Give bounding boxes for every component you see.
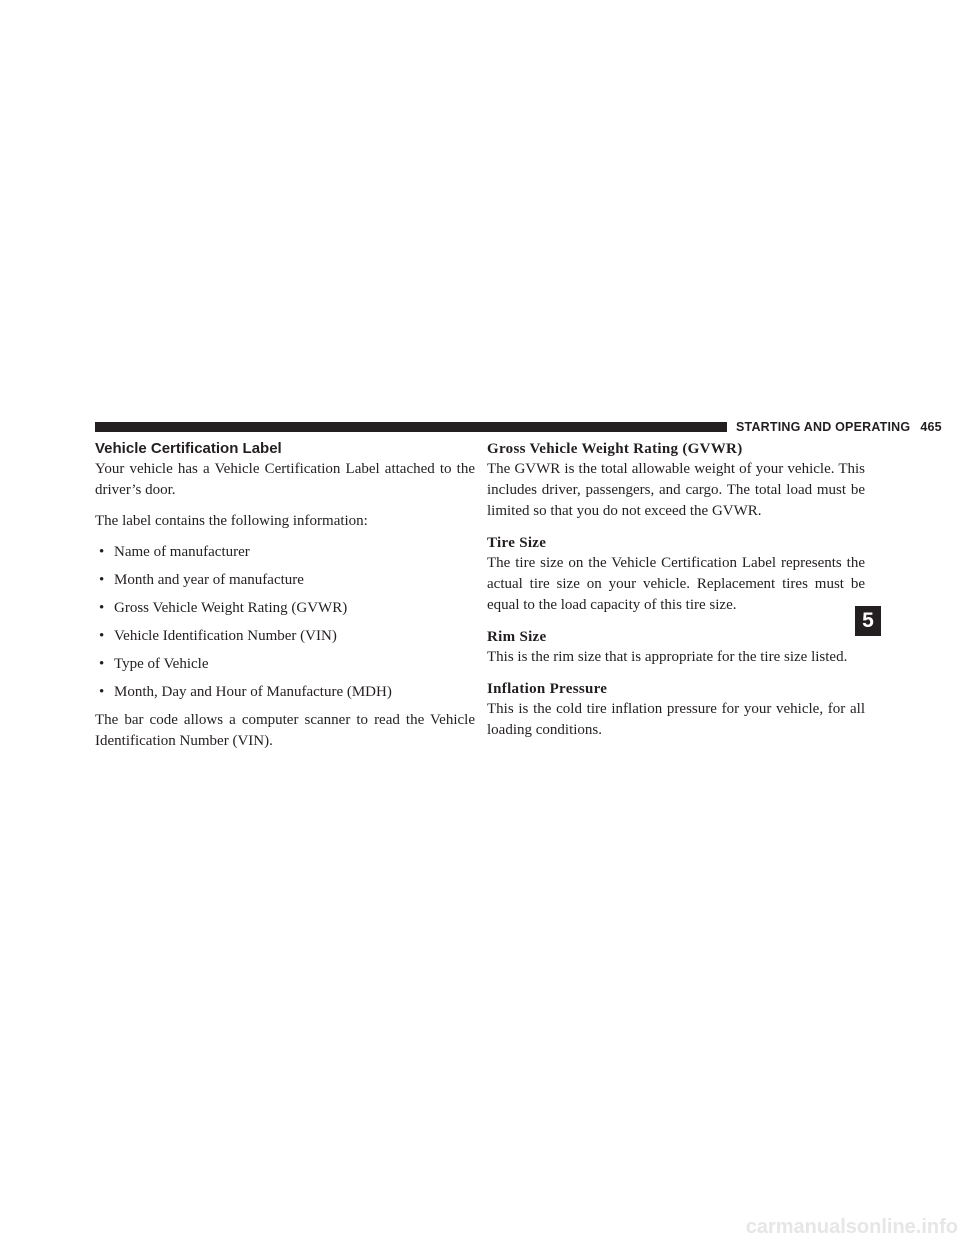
subheading-rim-size: Rim Size	[487, 629, 547, 645]
bullet-icon: •	[99, 684, 105, 700]
bullet-icon: •	[99, 656, 105, 672]
list-item: • Type of Vehicle	[95, 654, 475, 675]
section-title: STARTING AND OPERATING	[736, 420, 911, 434]
closing-paragraph: The bar code allows a computer scanner to read the Vehicle Identification Number (VIN).	[95, 712, 475, 749]
list-item: • Name of manufacturer	[95, 542, 475, 563]
inflation-pressure-paragraph: This is the cold tire inflation pressure for your vehicle, for all loading conditions.	[487, 701, 865, 738]
bullet-icon: •	[99, 628, 105, 644]
bullet-icon: •	[99, 544, 105, 560]
rim-size-paragraph: This is the rim size that is appropriate for the tire size listed.	[487, 649, 848, 665]
list-item: • Vehicle Identification Number (VIN)	[95, 626, 475, 647]
tire-size-paragraph: The tire size on the Vehicle Certification Label represents the actual tire size on your vehicle. Replacement tires must be equal to the load capacity of this tire size.	[487, 555, 865, 613]
bullet-icon: •	[99, 600, 105, 616]
page-number: 465	[920, 420, 942, 434]
header-rule	[95, 422, 727, 432]
label-contents-list	[95, 542, 475, 703]
list-item: • Gross Vehicle Weight Rating (GVWR)	[95, 598, 475, 619]
running-header	[736, 419, 942, 435]
section-heading-certification-label: Vehicle Certification Label	[95, 440, 282, 457]
right-column	[487, 439, 865, 741]
gvwr-paragraph: The GVWR is the total allowable weight of your vehicle. This includes driver, passengers, and cargo. The total load must be limited so that you do not exceed the GVWR.	[487, 461, 865, 519]
subheading-gvwr: Gross Vehicle Weight Rating (GVWR)	[487, 441, 743, 457]
list-item: • Month and year of manufacture	[95, 570, 475, 591]
chapter-tab: 5	[855, 606, 881, 636]
subheading-tire-size: Tire Size	[487, 535, 547, 551]
left-column	[95, 439, 475, 752]
intro-paragraph: Your vehicle has a Vehicle Certification Label attached to the driver’s door.	[95, 461, 475, 498]
subheading-inflation-pressure: Inflation Pressure	[487, 681, 608, 697]
bullet-icon: •	[99, 572, 105, 588]
watermark: carmanualsonline.info	[745, 1216, 958, 1238]
list-intro-paragraph: The label contains the following information:	[95, 513, 368, 529]
list-item: • Month, Day and Hour of Manufacture (MDH)	[95, 682, 475, 703]
